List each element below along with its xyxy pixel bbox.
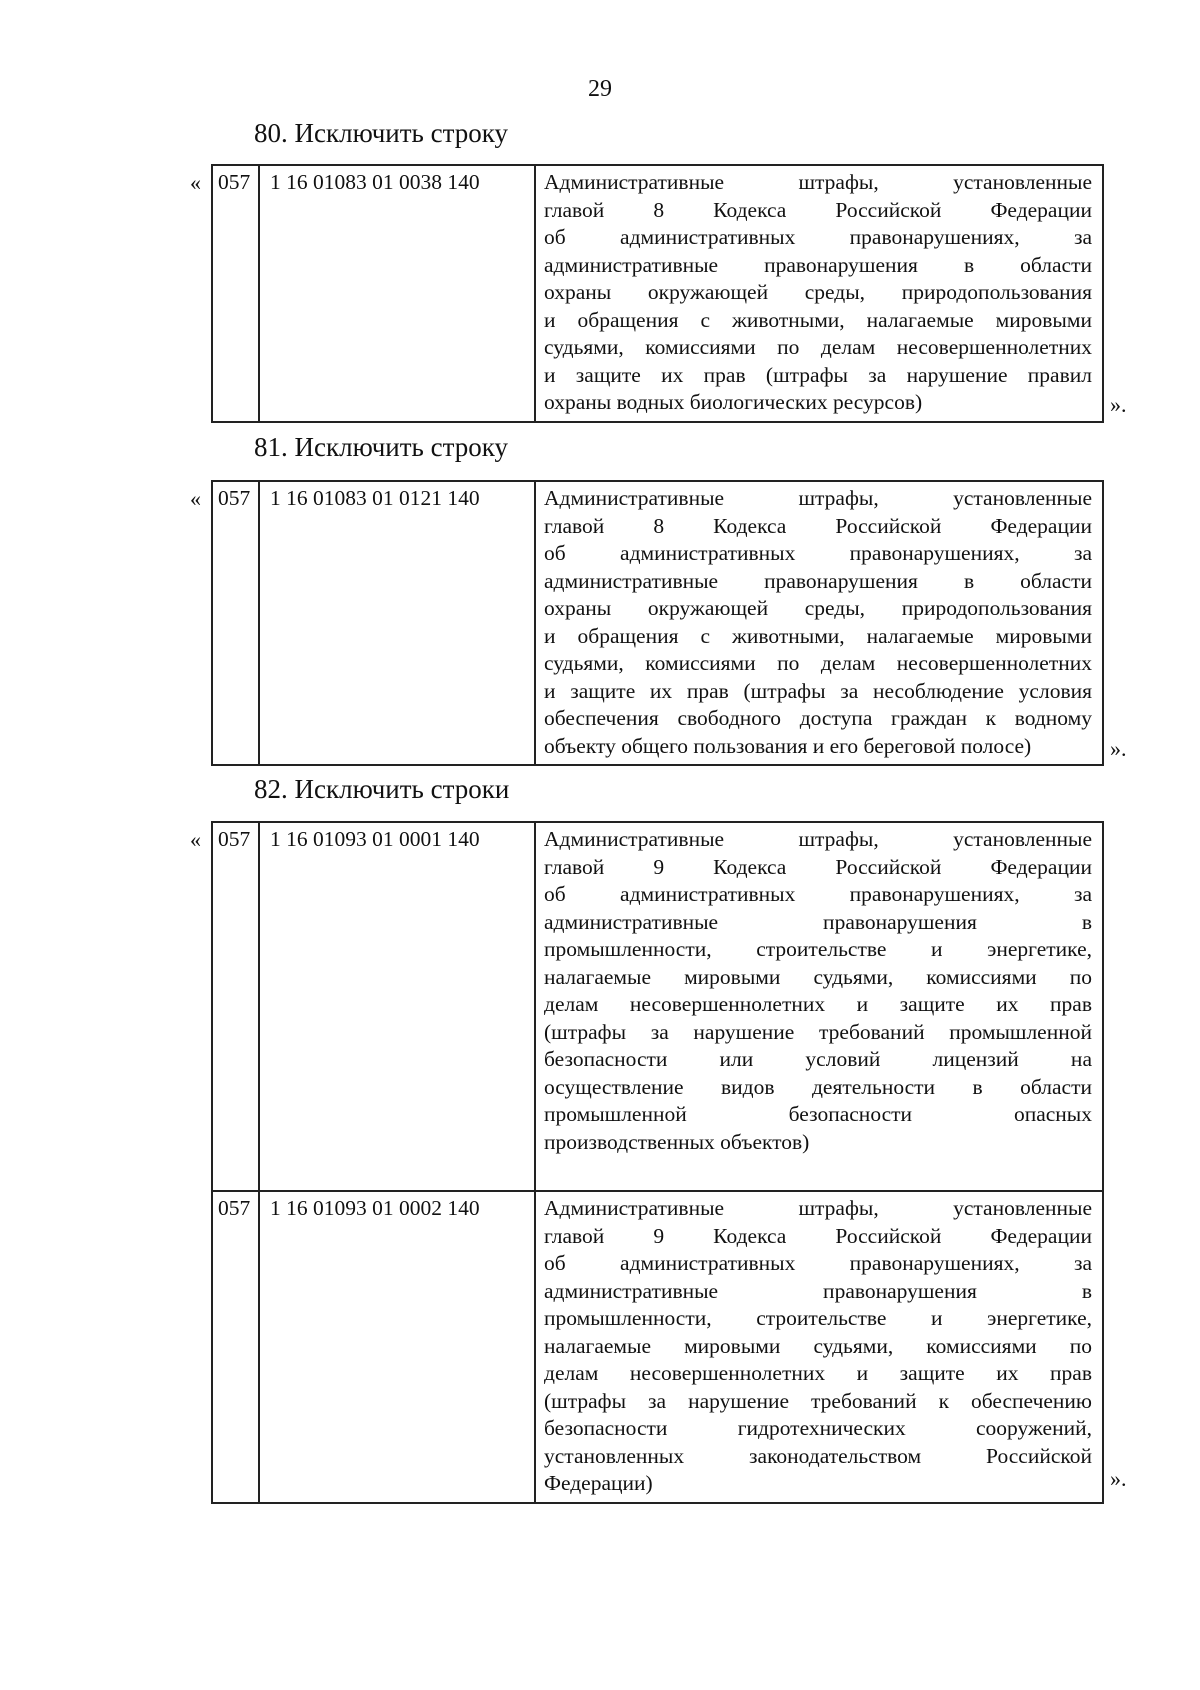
- description-line: производственных объектов): [544, 1129, 810, 1154]
- description-line: об административных правонарушениях, за: [544, 882, 1092, 906]
- description-line: охраны водных биологических ресурсов): [544, 390, 923, 414]
- description-line: налагаемые мировыми судьями, комиссиями по: [544, 964, 1092, 989]
- description-line: промышленной безопасности опасных: [544, 1102, 1092, 1126]
- description-line: административные правонарушения в: [544, 1278, 1092, 1303]
- admin-code-cell: 057: [212, 481, 259, 765]
- excluded-rows-table-81: [211, 480, 1104, 766]
- page-number: 29: [588, 76, 612, 102]
- description-line: делам несовершеннолетних и защите их прав: [544, 1361, 1092, 1385]
- admin-code-cell: 057: [212, 822, 259, 1191]
- excluded-rows-table-80: [211, 164, 1104, 423]
- description-line: главой 9 Кодекса Российской Федерации: [544, 854, 1092, 879]
- description-line: и обращения с животными, налагаемые мировыми: [544, 307, 1092, 332]
- description-line: налагаемые мировыми судьями, комиссиями по: [544, 1333, 1092, 1358]
- description-line: Административные штрафы, установленные: [544, 827, 1092, 851]
- description-line: Административные штрафы, установленные: [544, 486, 1092, 510]
- description-line: и обращения с животными, налагаемые мировыми: [544, 623, 1092, 648]
- admin-code-cell: 057: [212, 165, 259, 422]
- excluded-rows-table-82: [211, 821, 1104, 1504]
- description-line: и защите их прав (штрафы за несоблюдение условия: [544, 678, 1092, 703]
- description-line: Федерации): [544, 1471, 653, 1495]
- description-line: Административные штрафы, установленные: [544, 1196, 1092, 1220]
- opening-quote: «: [190, 827, 201, 852]
- kbk-code-cell: 1 16 01083 01 0121 140: [259, 481, 535, 765]
- description-cell: [535, 1191, 1103, 1503]
- description-line: охраны окружающей среды, природопользования: [544, 596, 1092, 620]
- description-line: охраны окружающей среды, природопользования: [544, 280, 1092, 304]
- description-line: главой 8 Кодекса Российской Федерации: [544, 513, 1092, 538]
- description-line: главой 9 Кодекса Российской Федерации: [544, 1223, 1092, 1248]
- description-line: (штрафы за нарушение требований промышленной: [544, 1019, 1092, 1044]
- description-line: об административных правонарушениях, за: [544, 541, 1092, 565]
- table-row: [212, 481, 1103, 765]
- description-cell: [535, 822, 1103, 1191]
- section-heading-82: 82. Исключить строки: [254, 774, 510, 804]
- closing-quote: ».: [1110, 736, 1127, 761]
- description-line: судьями, комиссиями по делам несовершеннолетних: [544, 651, 1092, 675]
- section-heading-81: 81. Исключить строку: [254, 432, 508, 462]
- description-cell: [535, 165, 1103, 422]
- description-line: установленных законодательством Российской: [544, 1443, 1092, 1468]
- description-line: Административные штрафы, установленные: [544, 170, 1092, 194]
- description-cell: [535, 481, 1103, 765]
- section-heading-80: 80. Исключить строку: [254, 118, 508, 148]
- description-line: промышленности, строительстве и энергетике,: [544, 937, 1092, 961]
- description-line: главой 8 Кодекса Российской Федерации: [544, 197, 1092, 222]
- description-line: безопасности гидротехнических сооружений,: [544, 1416, 1092, 1440]
- description-line: об административных правонарушениях, за: [544, 1251, 1092, 1275]
- description-line: административные правонарушения в области: [544, 252, 1092, 277]
- kbk-code-cell: 1 16 01093 01 0002 140: [259, 1191, 535, 1503]
- table-row: [212, 822, 1103, 1191]
- description-line: административные правонарушения в: [544, 909, 1092, 934]
- description-line: осуществление видов деятельности в области: [544, 1074, 1092, 1099]
- description-line: обеспечения свободного доступа граждан к водному: [544, 706, 1092, 730]
- description-line: и защите их прав (штрафы за нарушение правил: [544, 362, 1092, 387]
- description-line: безопасности или условий лицензий на: [544, 1047, 1092, 1071]
- description-line: административные правонарушения в области: [544, 568, 1092, 593]
- kbk-code-cell: 1 16 01093 01 0001 140: [259, 822, 535, 1191]
- description-line: об административных правонарушениях, за: [544, 225, 1092, 249]
- closing-quote: ».: [1110, 1466, 1127, 1491]
- description-line: делам несовершеннолетних и защите их прав: [544, 992, 1092, 1016]
- table-row: [212, 165, 1103, 422]
- description-line: промышленности, строительстве и энергетике,: [544, 1306, 1092, 1330]
- description-line: объекту общего пользования и его береговой полосе): [544, 733, 1032, 758]
- opening-quote: «: [190, 170, 201, 195]
- description-line: (штрафы за нарушение требований к обеспечению: [544, 1388, 1092, 1413]
- kbk-code-cell: 1 16 01083 01 0038 140: [259, 165, 535, 422]
- table-row: [212, 1191, 1103, 1503]
- closing-quote: ».: [1110, 392, 1127, 417]
- description-line: судьями, комиссиями по делам несовершеннолетних: [544, 335, 1092, 359]
- admin-code-cell: 057: [212, 1191, 259, 1503]
- opening-quote: «: [190, 486, 201, 511]
